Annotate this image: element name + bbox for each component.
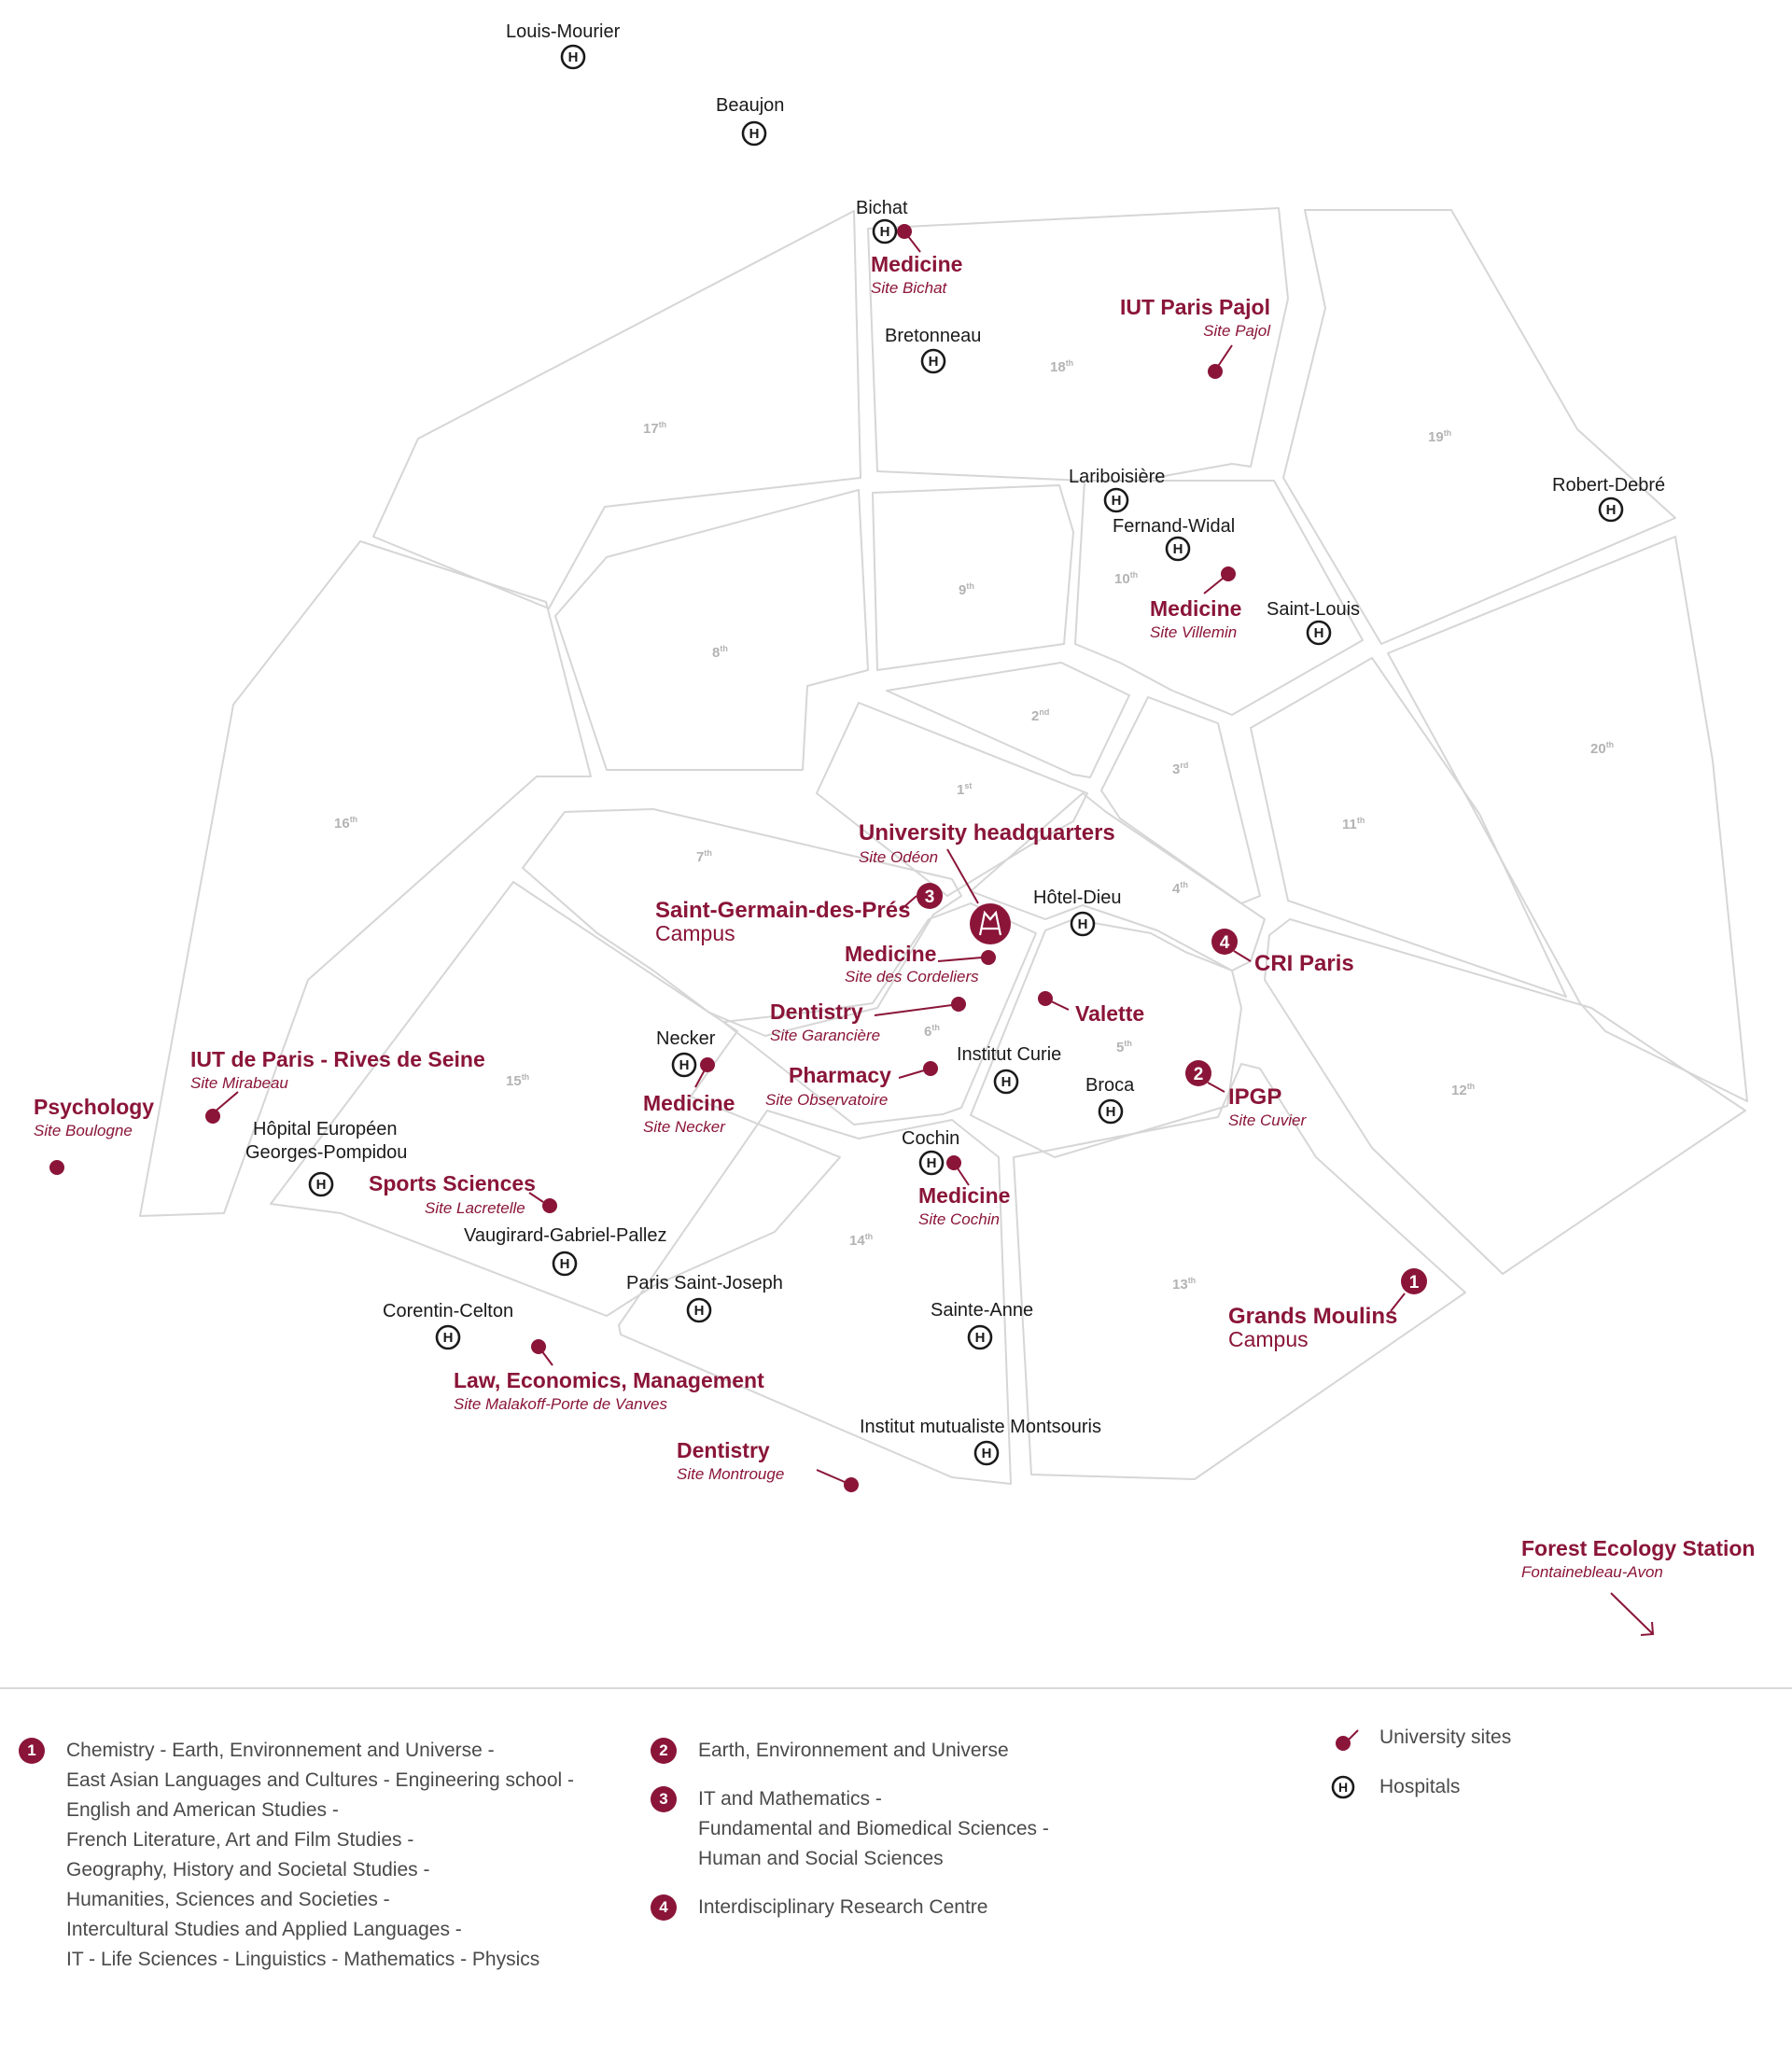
hospital-icon[interactable] bbox=[1167, 538, 1189, 560]
site-dot[interactable] bbox=[49, 1160, 64, 1175]
site-sub-necker: Site Necker bbox=[643, 1118, 725, 1136]
legend-campus-3-text bbox=[698, 1784, 1049, 1874]
arr-15: 15th bbox=[506, 1072, 530, 1089]
arr-8: 8th bbox=[712, 644, 728, 661]
site-dot[interactable] bbox=[542, 1198, 557, 1213]
arr-13: 13th bbox=[1172, 1276, 1197, 1293]
hospital-icon[interactable] bbox=[688, 1299, 710, 1321]
legend-line: Chemistry - Earth, Environnement and Universe - bbox=[66, 1740, 495, 1761]
site-sub-montrouge: Site Montrouge bbox=[677, 1465, 785, 1483]
district-11 bbox=[1251, 658, 1566, 997]
arr-4: 4th bbox=[1172, 880, 1188, 897]
svg-text:H: H bbox=[1172, 541, 1183, 557]
hospital-icon[interactable] bbox=[874, 220, 896, 243]
hospital-icon[interactable] bbox=[1308, 622, 1330, 644]
hospital-icon bbox=[1330, 1772, 1367, 1802]
site-label-ipgp[interactable]: IPGP bbox=[1228, 1084, 1282, 1110]
legend-item bbox=[651, 1893, 1049, 1922]
arr-1: 1st bbox=[957, 781, 973, 798]
campus-badge-2[interactable] bbox=[1185, 1060, 1211, 1086]
site-sub-cuvier: Site Cuvier bbox=[1228, 1111, 1307, 1129]
hospital-label-montsouris: Institut mutualiste Montsouris bbox=[860, 1417, 1101, 1437]
svg-text:H: H bbox=[928, 354, 939, 370]
site-dot[interactable] bbox=[1208, 364, 1223, 379]
hospital-icon[interactable] bbox=[1099, 1100, 1122, 1123]
arr-9: 9th bbox=[959, 581, 974, 598]
campus-badge-1[interactable] bbox=[1401, 1268, 1427, 1294]
svg-text:H: H bbox=[1105, 1104, 1116, 1120]
hospital-icon[interactable] bbox=[969, 1326, 991, 1349]
hospital-label-bichat: Bichat bbox=[856, 198, 908, 218]
legend-campus-4-text bbox=[698, 1893, 1049, 1922]
site-label-dentistry-garanciere[interactable]: Dentistry bbox=[770, 1000, 863, 1024]
site-dot[interactable] bbox=[923, 1061, 938, 1076]
legend-symbols bbox=[1330, 1723, 1511, 1822]
hospital-label-necker: Necker bbox=[656, 1028, 716, 1049]
campus-badge-3: 3 bbox=[651, 1786, 677, 1812]
legend-hospitals bbox=[1330, 1772, 1511, 1802]
arr-19: 19th bbox=[1428, 428, 1452, 445]
arr-11: 11th bbox=[1342, 816, 1365, 832]
hospital-label-lariboisiere: Lariboisière bbox=[1069, 467, 1166, 487]
legend-line: Interdisciplinary Research Centre bbox=[698, 1896, 988, 1918]
legend-campus-1-text bbox=[66, 1736, 574, 1975]
site-label-law-economics[interactable]: Law, Economics, Management bbox=[454, 1368, 764, 1392]
district-2 bbox=[887, 663, 1129, 777]
svg-text:H: H bbox=[1111, 493, 1122, 509]
hospital-icon[interactable] bbox=[743, 122, 765, 145]
svg-text:H: H bbox=[315, 1177, 327, 1193]
university-logo-icon[interactable] bbox=[970, 903, 1011, 944]
legend-hospitals-label: Hospitals bbox=[1379, 1776, 1461, 1797]
district-8 bbox=[555, 490, 868, 770]
arr-18: 18th bbox=[1050, 358, 1074, 375]
campus-badge-2: 2 bbox=[651, 1738, 677, 1764]
hospital-icon[interactable] bbox=[310, 1173, 332, 1195]
campus-badge-4: 4 bbox=[651, 1894, 677, 1921]
site-label-saint-germain-campus: Campus bbox=[655, 921, 735, 945]
site-dot[interactable] bbox=[951, 997, 966, 1012]
site-label-sports-sciences[interactable]: Sports Sciences bbox=[369, 1171, 536, 1195]
hospital-label-hotel-dieu: Hôtel-Dieu bbox=[1033, 888, 1122, 908]
campus-badge-4[interactable] bbox=[1211, 929, 1238, 955]
site-sub-garanciere: Site Garancière bbox=[770, 1027, 881, 1044]
site-label-iut-rives-de-seine[interactable]: IUT de Paris - Rives de Seine bbox=[190, 1047, 485, 1071]
hospital-label-vaugirard: Vaugirard-Gabriel-Pallez bbox=[464, 1225, 667, 1246]
hospital-label-saint-louis: Saint-Louis bbox=[1267, 599, 1361, 620]
arr-3: 3rd bbox=[1172, 761, 1189, 777]
site-label-iut-pajol[interactable]: IUT Paris Pajol bbox=[1119, 295, 1270, 319]
site-label-medicine-cordeliers[interactable]: Medicine bbox=[845, 942, 937, 966]
hospital-label-sainte-anne: Sainte-Anne bbox=[931, 1300, 1034, 1321]
hospital-icon[interactable] bbox=[553, 1252, 576, 1275]
hospital-label-fernand-widal: Fernand-Widal bbox=[1113, 516, 1236, 537]
site-label-valette[interactable]: Valette bbox=[1075, 1001, 1145, 1026]
site-sub-cordeliers: Site des Cordeliers bbox=[845, 968, 979, 986]
svg-text:H: H bbox=[926, 1155, 937, 1171]
svg-text:H: H bbox=[1605, 502, 1617, 518]
site-label-medicine-villemin[interactable]: Medicine bbox=[1150, 596, 1242, 621]
site-label-cri-paris[interactable]: CRI Paris bbox=[1254, 951, 1354, 976]
legend-line: Human and Social Sciences bbox=[698, 1848, 944, 1869]
legend-line: IT - Life Sciences - Linguistics - Mathematics - Physics bbox=[66, 1949, 540, 1970]
legend-campus-2-text bbox=[698, 1736, 1049, 1766]
site-dot[interactable] bbox=[844, 1477, 859, 1492]
legend-line: French Literature, Art and Film Studies - bbox=[66, 1829, 414, 1851]
hospital-label-robert-debre: Robert-Debré bbox=[1552, 475, 1666, 496]
site-sub-villemin: Site Villemin bbox=[1150, 623, 1238, 641]
hospital-label-cochin: Cochin bbox=[902, 1128, 960, 1149]
divider bbox=[0, 1687, 1792, 1689]
arr-7: 7th bbox=[696, 848, 712, 865]
site-label-grands-moulins-campus: Campus bbox=[1228, 1327, 1309, 1351]
hospital-icon[interactable] bbox=[1105, 489, 1127, 511]
hospital-label-corentin-celton: Corentin-Celton bbox=[383, 1301, 514, 1321]
site-label-saint-germain[interactable]: Saint-Germain-des-Prés bbox=[655, 898, 911, 923]
legend-line: Intercultural Studies and Applied Languages - bbox=[66, 1919, 462, 1940]
site-sub-mirabeau: Site Mirabeau bbox=[190, 1074, 288, 1092]
site-sub-malakoff: Site Malakoff-Porte de Vanves bbox=[454, 1395, 667, 1413]
site-sub-bichat: Site Bichat bbox=[871, 279, 947, 297]
legend-line: Geography, History and Societal Studies - bbox=[66, 1859, 430, 1880]
hospital-label-paris-saint-joseph: Paris Saint-Joseph bbox=[626, 1273, 783, 1293]
site-sub-odeon: Site Odéon bbox=[859, 848, 939, 866]
site-label-forest-ecology[interactable]: Forest Ecology Station bbox=[1521, 1536, 1756, 1560]
svg-text:H: H bbox=[749, 126, 760, 142]
arr-17: 17th bbox=[643, 420, 667, 437]
site-sub-pajol: Site Pajol bbox=[1203, 322, 1270, 340]
district-19 bbox=[1283, 210, 1675, 644]
district-1 bbox=[817, 703, 1087, 896]
site-label-medicine-necker[interactable]: Medicine bbox=[643, 1091, 735, 1115]
svg-text:H: H bbox=[1337, 1780, 1349, 1795]
site-dot[interactable] bbox=[981, 950, 996, 965]
hospital-icon[interactable] bbox=[995, 1070, 1017, 1093]
hospital-icon[interactable] bbox=[673, 1054, 695, 1076]
hospital-label-georges-pompidou: Georges-Pompidou bbox=[245, 1142, 408, 1163]
arr-14: 14th bbox=[849, 1232, 874, 1249]
hospitals bbox=[245, 21, 1665, 1464]
district-outlines bbox=[140, 208, 1747, 1484]
district-20 bbox=[1388, 537, 1747, 1101]
district-15 bbox=[271, 882, 840, 1316]
site-dot[interactable] bbox=[205, 1109, 220, 1124]
legend-university-sites bbox=[1330, 1723, 1511, 1753]
hospital-label-beaujon: Beaujon bbox=[716, 95, 785, 116]
arr-2: 2nd bbox=[1031, 707, 1050, 724]
hospital-label-bretonneau: Bretonneau bbox=[885, 326, 982, 346]
svg-text:H: H bbox=[679, 1057, 690, 1073]
district-9 bbox=[873, 485, 1073, 670]
svg-text:1: 1 bbox=[1408, 1273, 1420, 1293]
svg-text:H: H bbox=[1001, 1074, 1012, 1090]
site-sub-cochin: Site Cochin bbox=[918, 1210, 1000, 1228]
svg-text:2: 2 bbox=[1193, 1065, 1204, 1084]
legend-campus-1 bbox=[19, 1736, 574, 1993]
svg-text:3: 3 bbox=[924, 888, 935, 907]
university-site-icon bbox=[1330, 1723, 1367, 1753]
arr-5: 5th bbox=[1116, 1039, 1132, 1055]
hospital-icon[interactable] bbox=[437, 1326, 459, 1349]
legend-line: Fundamental and Biomedical Sciences - bbox=[698, 1818, 1049, 1839]
arr-16: 16th bbox=[334, 815, 358, 832]
site-sub-boulogne: Site Boulogne bbox=[34, 1122, 133, 1139]
svg-text:H: H bbox=[981, 1446, 992, 1461]
arr-12: 12th bbox=[1451, 1082, 1476, 1098]
svg-text:H: H bbox=[1313, 625, 1324, 641]
campus-badge-1: 1 bbox=[19, 1738, 45, 1764]
site-sub-fontainebleau: Fontainebleau-Avon bbox=[1521, 1563, 1663, 1581]
site-sub-observatoire: Site Observatoire bbox=[765, 1091, 889, 1109]
svg-text:H: H bbox=[879, 224, 890, 240]
district-17 bbox=[373, 211, 861, 608]
svg-text:H: H bbox=[1077, 916, 1088, 932]
legend-line: Humanities, Sciences and Societies - bbox=[66, 1889, 390, 1910]
legend-item bbox=[19, 1736, 574, 1975]
legend-item bbox=[651, 1784, 1049, 1874]
site-label-medicine-bichat[interactable]: Medicine bbox=[871, 252, 963, 276]
legend-campus-2-4 bbox=[651, 1736, 1049, 1941]
svg-text:H: H bbox=[974, 1330, 986, 1346]
hospital-icon[interactable] bbox=[1600, 498, 1622, 521]
site-label-hq[interactable]: University headquarters bbox=[859, 820, 1115, 846]
svg-text:H: H bbox=[442, 1330, 454, 1346]
arrow-down-right-icon bbox=[1611, 1593, 1653, 1635]
svg-text:4: 4 bbox=[1219, 933, 1230, 953]
hospital-label-louis-mourier: Louis-Mourier bbox=[506, 21, 621, 42]
legend-item bbox=[651, 1736, 1049, 1766]
site-sub-lacretelle: Site Lacretelle bbox=[425, 1199, 525, 1217]
site-label-pharmacy[interactable]: Pharmacy bbox=[789, 1063, 891, 1087]
arr-20: 20th bbox=[1590, 740, 1615, 757]
hospital-icon[interactable] bbox=[975, 1442, 998, 1464]
hospital-icon[interactable] bbox=[920, 1152, 943, 1174]
hospital-label-institut-curie: Institut Curie bbox=[957, 1044, 1062, 1065]
legend-line: IT and Mathematics - bbox=[698, 1788, 882, 1810]
svg-text:H: H bbox=[693, 1303, 705, 1319]
svg-text:H: H bbox=[567, 49, 579, 65]
hospital-icon[interactable] bbox=[562, 46, 584, 68]
district-3 bbox=[1101, 697, 1260, 903]
hospital-label-broca: Broca bbox=[1085, 1075, 1135, 1096]
site-label-psychology[interactable]: Psychology bbox=[34, 1095, 155, 1119]
svg-text:H: H bbox=[559, 1256, 570, 1272]
site-label-grands-moulins[interactable]: Grands Moulins bbox=[1228, 1304, 1398, 1329]
site-label-medicine-cochin[interactable]: Medicine bbox=[918, 1183, 1011, 1208]
hospital-label-hopital-europeen: Hôpital Européen bbox=[253, 1119, 398, 1139]
site-label-dentistry-montrouge[interactable]: Dentistry bbox=[677, 1438, 770, 1462]
arr-10: 10th bbox=[1114, 570, 1139, 587]
arr-6: 6th bbox=[924, 1023, 940, 1040]
legend-line: East Asian Languages and Cultures - Engineering school - bbox=[66, 1769, 575, 1791]
legend-line: Earth, Environnement and Universe bbox=[698, 1740, 1009, 1761]
campus-badge-3[interactable] bbox=[917, 883, 943, 909]
legend-line: English and American Studies - bbox=[66, 1799, 339, 1821]
legend-university-sites-label: University sites bbox=[1379, 1726, 1512, 1748]
hospital-icon[interactable] bbox=[922, 350, 945, 372]
hospital-icon[interactable] bbox=[1071, 913, 1094, 935]
